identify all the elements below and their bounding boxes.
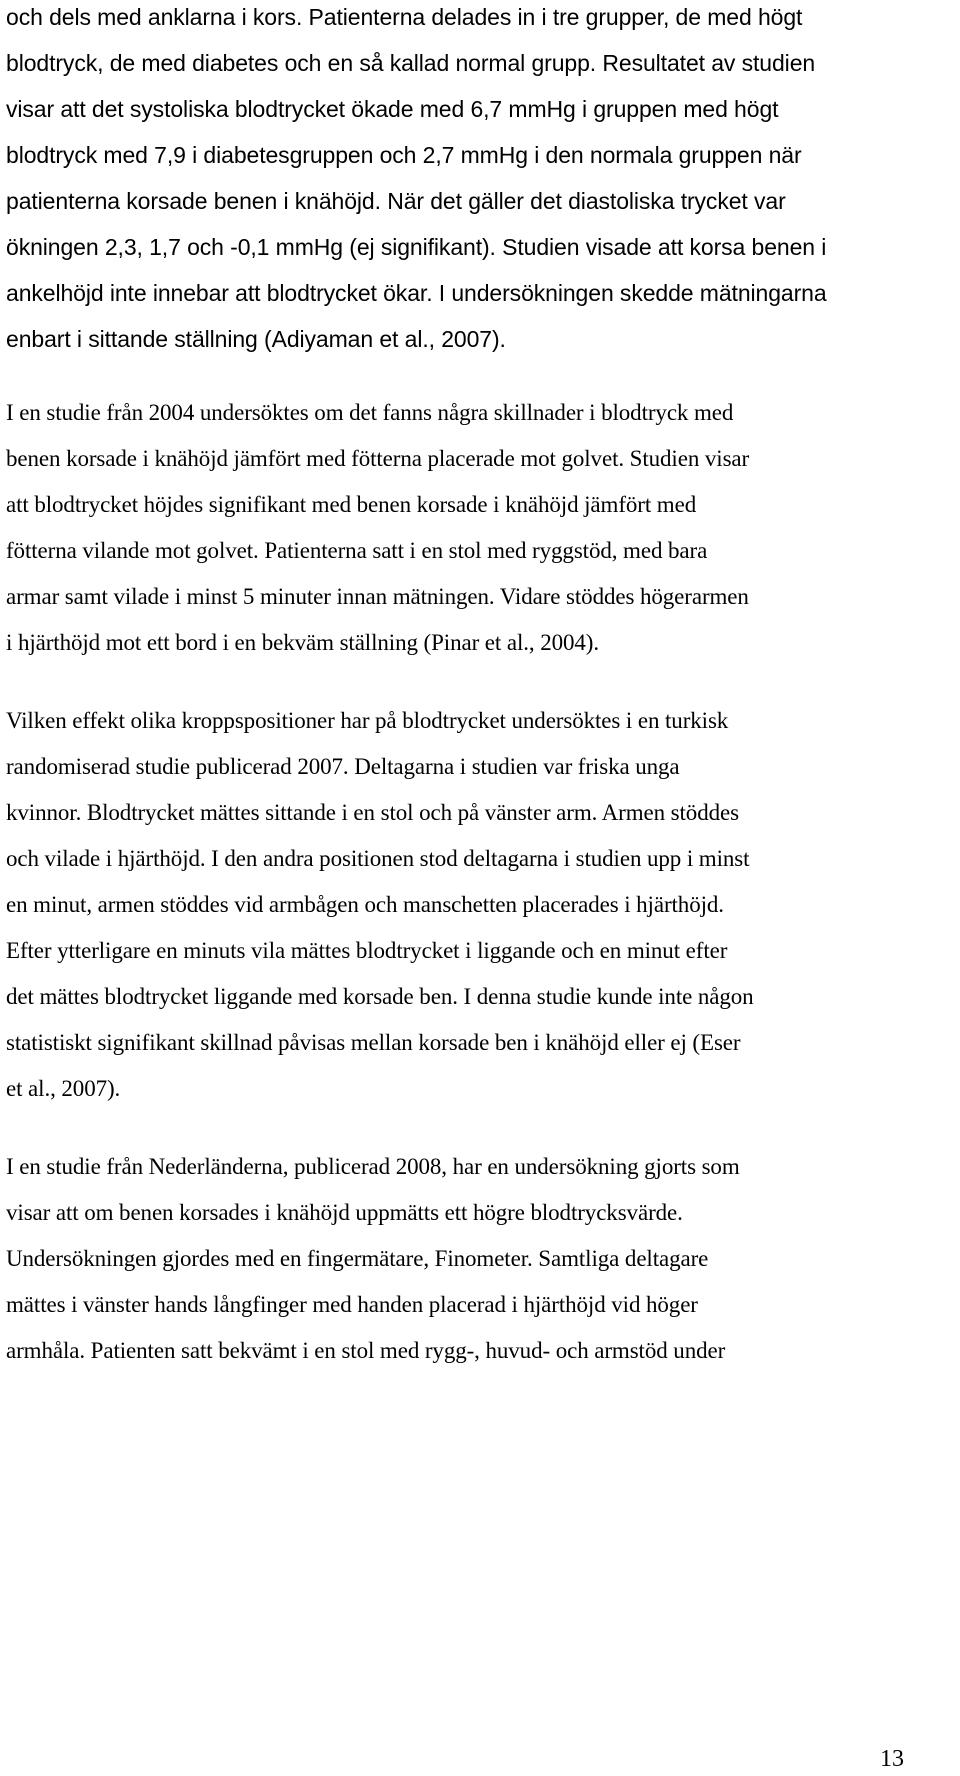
paragraph-line: fötterna vilande mot golvet. Patienterna satt i en stol med ryggstöd, med bara [6, 538, 708, 563]
paragraph-line: och vilade i hjärthöjd. I den andra positionen stod deltagarna i studien upp i minst [6, 846, 750, 871]
paragraph-line: i hjärthöjd mot ett bord i en bekväm ställning (Pinar et al., 2004). [6, 630, 599, 655]
paragraph-line: blodtryck med 7,9 i diabetesgruppen och 2,7 mmHg i den normala gruppen när [6, 142, 802, 168]
paragraph-line: Undersökningen gjordes med en fingermätare, Finometer. Samtliga deltagare [6, 1246, 709, 1271]
paragraph-line: blodtryck, de med diabetes och en så kallad normal grupp. Resultatet av studien [6, 50, 816, 76]
page-number: 13 [880, 1746, 904, 1772]
paragraph-line: armar samt vilade i minst 5 minuter innan mätningen. Vidare stöddes högerarmen [6, 584, 749, 609]
paragraph-line: en minut, armen stöddes vid armbågen och manschetten placerades i hjärthöjd. [6, 892, 724, 917]
paragraph-line: visar att om benen korsades i knähöjd uppmätts ett högre blodtrycksvärde. [6, 1200, 683, 1225]
paragraph-line: att blodtrycket höjdes signifikant med benen korsade i knähöjd jämfört med [6, 492, 697, 517]
paragraph-line: I en studie från Nederländerna, publicerad 2008, har en undersökning gjorts som [6, 1154, 740, 1179]
paragraph-line: patienterna korsade benen i knähöjd. När det gäller det diastoliska trycket var [6, 188, 786, 214]
paragraph-line: visar att det systoliska blodtrycket ökade med 6,7 mmHg i gruppen med högt [6, 96, 779, 122]
paragraph-line: ankelhöjd inte innebar att blodtrycket ökar. I undersökningen skedde mätningarna [6, 280, 827, 306]
paragraph-line: randomiserad studie publicerad 2007. Deltagarna i studien var friska unga [6, 754, 680, 779]
paragraph-line: mättes i vänster hands långfinger med handen placerad i hjärthöjd vid höger [6, 1292, 698, 1317]
paragraph-line: et al., 2007). [6, 1076, 121, 1101]
paragraph-line: enbart i sittande ställning (Adiyaman et al., 2007). [6, 326, 506, 352]
paragraph-line: kvinnor. Blodtrycket mättes sittande i en stol och på vänster arm. Armen stöddes [6, 800, 739, 825]
paragraph-line: armhåla. Patienten satt bekvämt i en stol med rygg-, huvud- och armstöd under [6, 1338, 726, 1363]
paragraph-line: och dels med anklarna i kors. Patienterna delades in i tre grupper, de med högt [6, 4, 803, 30]
paragraph-line: Vilken effekt olika kroppspositioner har på blodtrycket undersöktes i en turkisk [6, 708, 729, 733]
paragraph-line: Efter ytterligare en minuts vila mättes blodtrycket i liggande och en minut efter [6, 938, 728, 963]
paragraph-line: benen korsade i knähöjd jämfört med fötterna placerade mot golvet. Studien visar [6, 446, 750, 471]
paragraph-line: I en studie från 2004 undersöktes om det fanns några skillnader i blodtryck med [6, 400, 734, 425]
paragraph-line: ökningen 2,3, 1,7 och -0,1 mmHg (ej signifikant). Studien visade att korsa benen i [6, 234, 827, 260]
paragraph-line: statistiskt signifikant skillnad påvisas mellan korsade ben i knähöjd eller ej (Eser [6, 1030, 741, 1055]
paragraph-line: det mättes blodtrycket liggande med korsade ben. I denna studie kunde inte någon [6, 984, 754, 1009]
